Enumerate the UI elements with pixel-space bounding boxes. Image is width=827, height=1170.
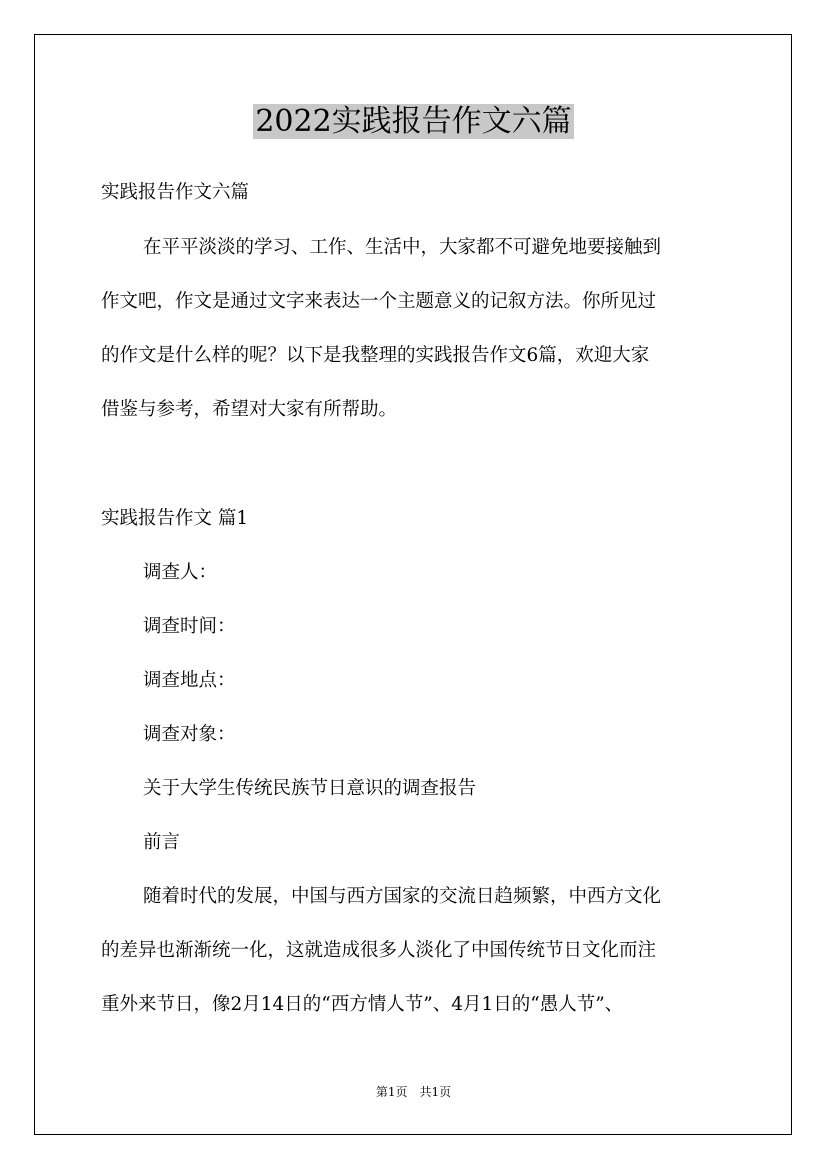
intro-line-4: 借鉴与参考，希望对大家有所帮助。: [101, 399, 398, 420]
intro-line-2: 作文吧，作文是通过文字来表达一个主题意义的记叙方法。你所见过: [101, 291, 657, 312]
survey-field-subject: 调查对象：: [143, 724, 236, 745]
preface-label: 前言: [143, 832, 181, 853]
body-line-2: 的差异也渐渐统一化，这就造成很多人淡化了中国传统节日文化而注: [101, 940, 657, 961]
document-title: [0, 101, 827, 143]
document-subtitle: 实践报告作文六篇: [101, 182, 250, 203]
body-line-3: 重外来节日，像2月14日的“西方情人节”、4月1日的“愚人节”、: [101, 994, 624, 1015]
survey-field-time: 调查时间：: [143, 616, 236, 637]
document-title-text: 2022实践报告作文六篇: [255, 104, 572, 139]
survey-field-person: 调查人：: [143, 562, 218, 583]
section-heading: 实践报告作文 篇1: [101, 508, 249, 529]
body-line-1: 随着时代的发展，中国与西方国家的交流日趋频繁，中西方文化: [143, 886, 662, 907]
survey-field-location: 调查地点：: [143, 670, 236, 691]
intro-line-1: 在平平淡淡的学习、工作、生活中，大家都不可避免地要接触到: [143, 237, 662, 258]
page-footer: 第1页 共1页: [375, 1085, 452, 1099]
report-title: 关于大学生传统民族节日意识的调查报告: [143, 778, 477, 799]
intro-line-3: 的作文是什么样的呢？以下是我整理的实践报告作文6篇，欢迎大家: [101, 345, 650, 366]
